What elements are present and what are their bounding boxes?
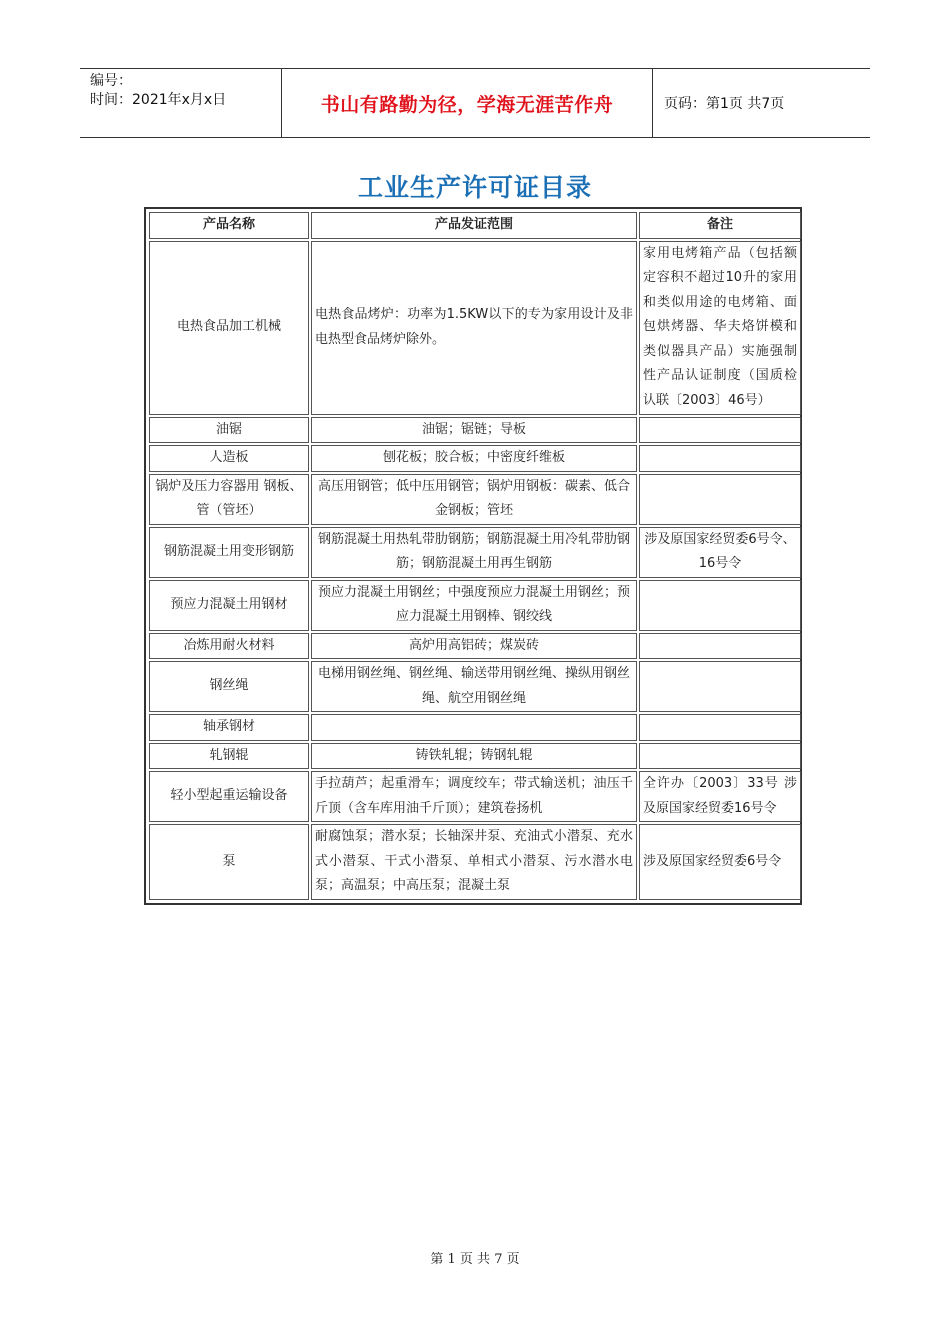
note-cell: 涉及原国家经贸委6号令、16号令 [639, 527, 801, 578]
scope-cell: 高炉用高铝砖；煤炭砖 [311, 633, 637, 660]
product-name-cell: 钢筋混凝土用变形钢筋 [149, 527, 309, 578]
scope-cell: 钢筋混凝土用热轧带肋钢筋；钢筋混凝土用冷轧带肋钢筋；钢筋混凝土用再生钢筋 [311, 527, 637, 578]
scope-cell: 高压用钢管；低中压用钢管；锅炉用钢板：碳素、低合金钢板；管坯 [311, 474, 637, 525]
note-cell: 涉及原国家经贸委6号令 [639, 824, 801, 900]
scope-cell: 预应力混凝土用钢丝；中强度预应力混凝土用钢丝；预应力混凝土用钢棒、钢绞线 [311, 580, 637, 631]
product-name-cell: 轧钢辊 [149, 743, 309, 770]
header-meta [80, 69, 280, 137]
product-name-cell: 预应力混凝土用钢材 [149, 580, 309, 631]
product-name-cell: 泵 [149, 824, 309, 900]
time-label: 时间：2021年x月x日 [90, 92, 227, 108]
table-row [149, 661, 801, 712]
table-row [149, 824, 801, 900]
note-cell [639, 580, 801, 631]
scope-cell: 油锯；锯链；导板 [311, 417, 637, 444]
note-cell [639, 661, 801, 712]
table-row [149, 445, 801, 472]
note-cell [639, 417, 801, 444]
product-name-cell: 钢丝绳 [149, 661, 309, 712]
scope-cell: 耐腐蚀泵；潜水泵；长轴深井泵、充油式小潜泵、充水式小潜泵、干式小潜泵、单相式小潜泵、污水潜水电泵；高温泵；中高压泵；混凝土泵 [311, 824, 637, 900]
note-cell [639, 474, 801, 525]
note-cell: 家用电烤箱产品（包括额定容积不超过10升的家用和类似用途的电烤箱、面包烘烤器、华夫烙饼模和类似器具产品）实施强制性产品认证制度（国质检认联〔2003〕46号） [639, 241, 801, 415]
product-name-cell: 锅炉及压力容器用 钢板、管（管坯） [149, 474, 309, 525]
note-cell: 全许办〔2003〕33号 涉及原国家经贸委16号令 [639, 771, 801, 822]
column-header-note: 备注 [639, 212, 801, 239]
header-page-info: 页码：第1页 共7页 [664, 96, 785, 112]
table-row [149, 527, 801, 578]
note-cell [639, 743, 801, 770]
note-cell [639, 714, 801, 741]
product-name-cell: 油锯 [149, 417, 309, 444]
table-row [149, 771, 801, 822]
table-header-row [149, 212, 801, 239]
product-name-cell: 人造板 [149, 445, 309, 472]
scope-cell: 铸铁轧辊；铸钢轧辊 [311, 743, 637, 770]
table-row [149, 714, 801, 741]
product-name-cell: 轴承钢材 [149, 714, 309, 741]
scope-cell: 电热食品烤炉：功率为1.5KW以下的专为家用设计及非电热型食品烤炉除外。 [311, 241, 637, 415]
column-header-scope: 产品发证范围 [311, 212, 637, 239]
product-name-cell: 轻小型起重运输设备 [149, 771, 309, 822]
note-cell [639, 445, 801, 472]
header-motto: 书山有路勤为径，学海无涯苦作舟 [281, 69, 653, 137]
page-footer: 第 1 页 共 7 页 [430, 1252, 520, 1267]
scope-cell: 电梯用钢丝绳、钢丝绳、输送带用钢丝绳、操纵用钢丝绳、航空用钢丝绳 [311, 661, 637, 712]
scope-cell: 手拉葫芦；起重滑车；调度绞车；带式输送机；油压千斤顶（含车库用油千斤顶）；建筑卷扬机 [311, 771, 637, 822]
table-row [149, 633, 801, 660]
column-header-name: 产品名称 [149, 212, 309, 239]
number-label: 编号： [90, 73, 132, 89]
table-row [149, 417, 801, 444]
scope-cell: 刨花板；胶合板；中密度纤维板 [311, 445, 637, 472]
license-table [144, 207, 802, 905]
product-name-cell: 电热食品加工机械 [149, 241, 309, 415]
scope-cell [311, 714, 637, 741]
table-row [149, 241, 801, 415]
table-row [149, 743, 801, 770]
table-row [149, 474, 801, 525]
document-header [80, 68, 870, 138]
table-row [149, 580, 801, 631]
product-name-cell: 冶炼用耐火材料 [149, 633, 309, 660]
document-title: 工业生产许可证目录 [357, 173, 592, 202]
note-cell [639, 633, 801, 660]
